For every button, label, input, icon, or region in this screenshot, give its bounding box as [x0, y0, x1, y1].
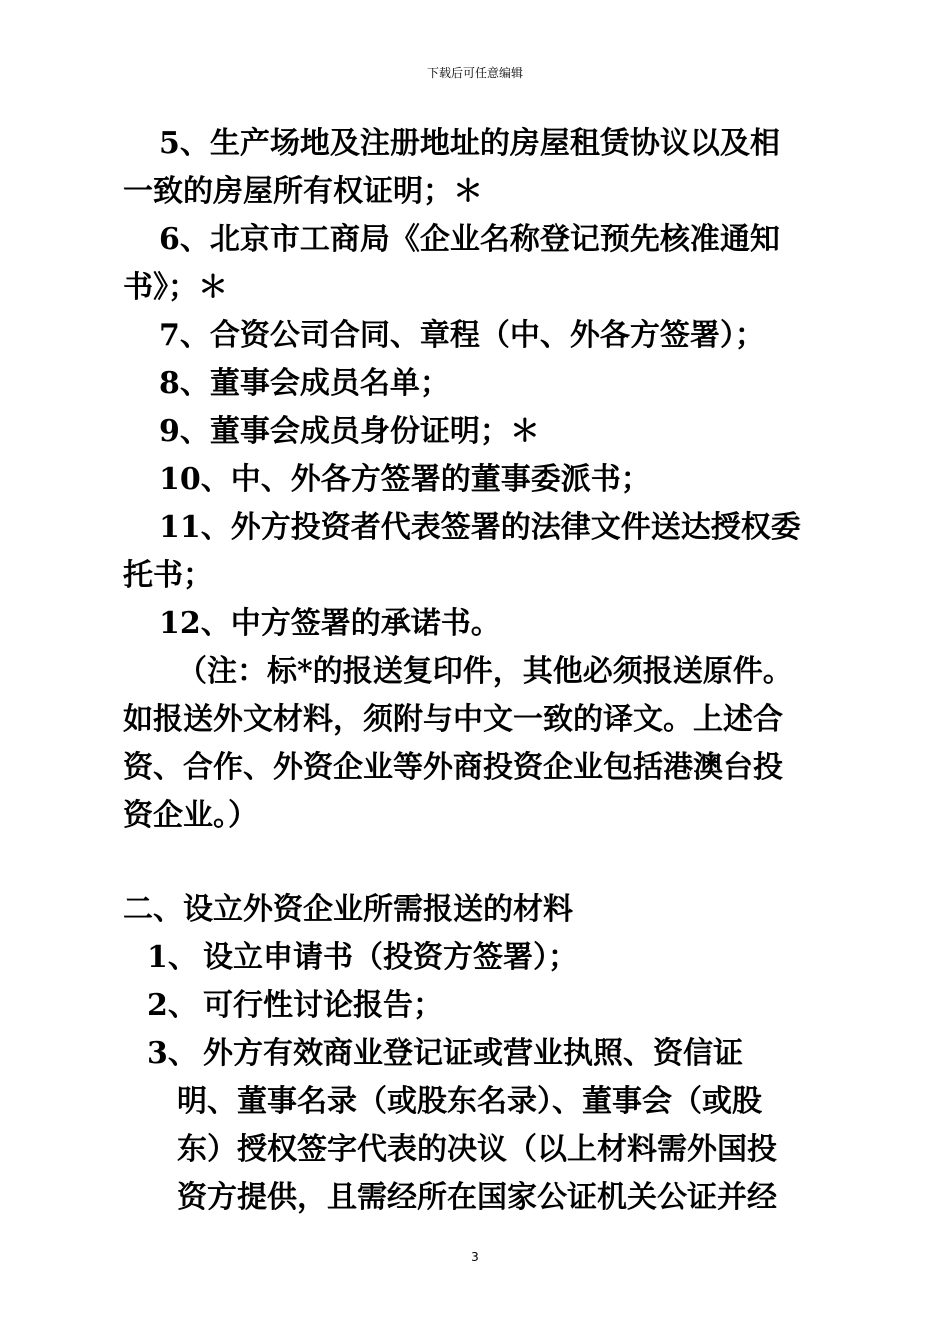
text-line: 6、北京市工商局《企业名称登记预先核准通知: [159, 222, 780, 257]
text-line: 10、中、外各方签署的董事委派书；: [159, 462, 651, 497]
text-line: 托书；: [123, 558, 213, 593]
list-item-text: 可行性讨论报告；: [203, 988, 443, 1023]
section-title: 二、设立外资企业所需报送的材料: [123, 892, 573, 927]
text-line: 一致的房屋所有权证明；＊: [123, 174, 483, 209]
list-item-text: 设立申请书（投资方签署）；: [203, 940, 578, 975]
note-line: 资、合作、外资企业等外商投资企业包括港澳台投: [123, 750, 783, 785]
note-line: 资企业。）: [123, 798, 258, 833]
page-header: 下载后可任意编辑: [426, 66, 523, 80]
text-line: 书》；＊: [123, 270, 228, 305]
list-item: [123, 982, 833, 1030]
list-item-continuation: 资方提供，且需经所在国家公证机关公证并经: [177, 1180, 777, 1215]
list-item-number: 3、: [147, 1036, 198, 1071]
list-item-continuation: 东）授权签字代表的决议（以上材料需外国投: [177, 1132, 777, 1167]
text-line: 7、合资公司合同、章程（中、外各方签署）；: [159, 318, 765, 353]
text-line: 8、董事会成员名单；: [159, 366, 450, 401]
list-item-text: 外方有效商业登记证或营业执照、资信证: [203, 1036, 743, 1071]
list-item-number: 2、: [147, 988, 198, 1023]
list-item: [123, 1030, 833, 1078]
note-line: （注：标*的报送复印件，其他必须报送原件。: [177, 654, 793, 689]
list-item-number: 1、: [147, 940, 198, 975]
text-line: 9、董事会成员身份证明；＊: [159, 414, 540, 449]
list-item-continuation: 明、董事名录（或股东名录）、董事会（或股: [177, 1084, 762, 1119]
text-line: 5、生产场地及注册地址的房屋租赁协议以及相: [159, 126, 780, 161]
note-line: 如报送外文材料，须附与中文一致的译文。上述合: [123, 702, 783, 737]
text-line: 11、外方投资者代表签署的法律文件送达授权委: [159, 510, 801, 545]
paragraph-gap: [123, 840, 833, 886]
page-number: 3: [471, 1250, 479, 1264]
text-line: 12、中方签署的承诺书。: [159, 606, 501, 641]
document-body: [123, 120, 833, 1222]
list-item: [123, 934, 833, 982]
